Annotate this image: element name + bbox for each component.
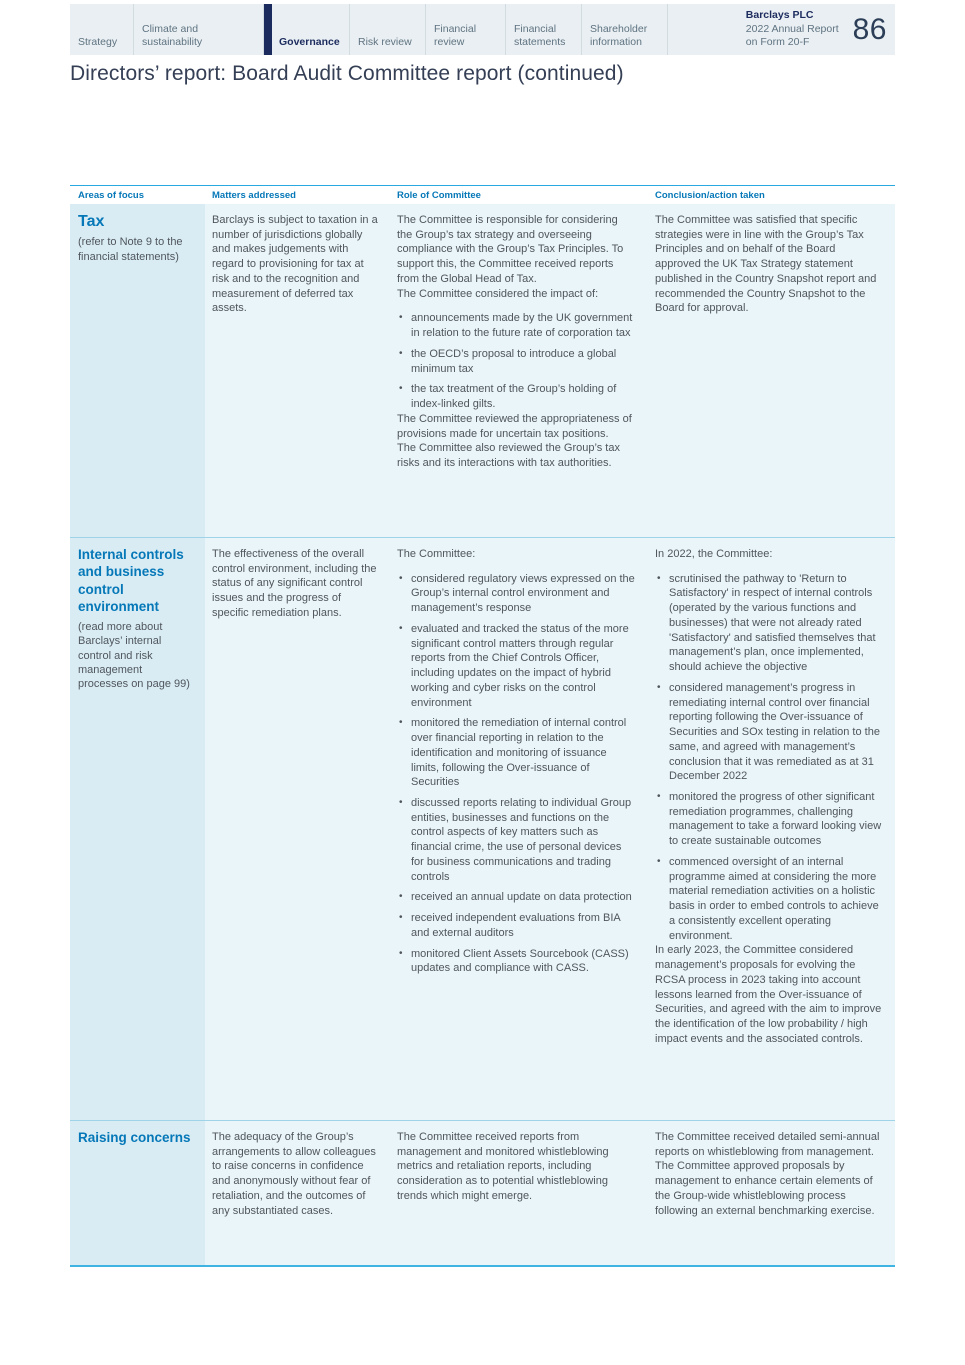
- page-title: Directors’ report: Board Audit Committee report (continued): [70, 62, 624, 85]
- nav-tab-shareholder-information[interactable]: [582, 4, 668, 55]
- active-tab-indicator: [264, 4, 272, 55]
- nav-tab-label: Financial statements: [514, 22, 566, 48]
- bullet-text: considered regulatory views expressed on the Group’s internal control environment and management’s response: [411, 572, 635, 615]
- bullet-marker: •: [399, 312, 403, 324]
- nav-tab-financial-review[interactable]: [426, 4, 506, 55]
- matters-cell: [205, 1121, 390, 1265]
- table-header-row: [70, 185, 895, 204]
- paragraph: The Committee received reports from management and monitored whistleblowing metrics and retaliation reports, including consideration as to potential whistleblowing trends which might emerge.: [397, 1131, 609, 1202]
- column-header-role-of-committee: Role of Committee: [397, 190, 481, 201]
- bullet-text: discussed reports relating to individual Group entities, businesses and functions on the control aspects of key matters such as financial crime, the use of personal devices for business communications and trading controls: [411, 797, 632, 883]
- brand-line-report: 2022 Annual Report: [745, 22, 839, 35]
- conclusion-cell: [648, 1121, 895, 1265]
- bullet-text: monitored Client Assets Sourcebook (CASS) updates and compliance with CASS.: [411, 947, 629, 975]
- paragraph: The Committee approved proposals by management to enhance certain elements of the Group-wide whistleblowing process following an external benchmarking exercise.: [655, 1160, 875, 1217]
- bullet-text: received an annual update on data protection: [411, 891, 632, 904]
- nav-tab-risk-review[interactable]: [350, 4, 426, 55]
- bullet-item: [655, 681, 883, 784]
- paragraph: The Committee reviewed the appropriateness of provisions made for uncertain tax positions.: [397, 412, 632, 440]
- report-brand: [746, 9, 853, 51]
- paragraph: The adequacy of the Group’s arrangements to allow colleagues to raise concerns in confidence and anonymously without fear of retaliation, and the outcomes of any substantiated cases.: [212, 1131, 376, 1217]
- column-header-conclusion-action-taken: Conclusion/action taken: [655, 190, 765, 201]
- nav-tab-label: Shareholder information: [590, 22, 648, 48]
- bullet-marker: •: [399, 947, 403, 959]
- nav-tab-label: Governance: [279, 35, 340, 48]
- nav-tab-financial-statements[interactable]: [506, 4, 582, 55]
- nav-tab-climate-and-sustainability[interactable]: [134, 4, 264, 55]
- paragraph: The Committee was satisfied that specific strategies were in line with the Group’s Tax Principles and on behalf of the Board approved the UK Tax Strategy statement published in the Country Snapshot report and recommended the Country Snapshot to the Board for approval.: [655, 214, 877, 315]
- bullet-item: [397, 311, 636, 340]
- top-navigation: [70, 4, 895, 55]
- nav-tab-label: Financial review: [434, 22, 477, 48]
- nav-tab-label: Strategy: [78, 35, 118, 48]
- paragraph: In 2022, the Committee:: [655, 548, 773, 560]
- nav-tab-strategy[interactable]: [70, 4, 134, 55]
- bullet-item: [397, 890, 636, 905]
- bullet-marker: •: [399, 717, 403, 729]
- nav-tab-label: Risk review: [358, 35, 412, 48]
- paragraph: The Committee considered the impact of:: [397, 287, 599, 300]
- bullet-item: [397, 796, 636, 884]
- matters-cell: [205, 538, 390, 1120]
- paragraph: The effectiveness of the overall control environment, including the status of any significant control issues and the progress of specific remediation plans.: [212, 548, 377, 619]
- conclusion-cell: [648, 538, 895, 1120]
- nav-tab-label: Climate and sustainability: [142, 22, 203, 48]
- role-cell: [390, 204, 648, 537]
- area-title: Tax: [78, 213, 105, 230]
- bullet-item: [397, 947, 636, 976]
- bullet-item: [397, 382, 636, 411]
- table-row-internal-controls-and-business-control-environment: [70, 538, 895, 1121]
- area-cell: [70, 204, 205, 537]
- column-header-areas-of-focus: Areas of focus: [78, 190, 144, 201]
- brand-line-company: Barclays PLC: [745, 8, 814, 21]
- conclusion-cell: [648, 204, 895, 537]
- paragraph: The Committee is responsible for considering the Group’s tax strategy and overseeing compliance with the Group’s Tax Principles. To support this, the Committee received reports from the Global Head of Tax.: [397, 214, 624, 285]
- bullet-marker: •: [657, 681, 661, 693]
- matters-cell: [205, 204, 390, 537]
- bullet-marker: •: [399, 622, 403, 634]
- bullet-item: [655, 572, 883, 675]
- area-title: Internal controls and business control environment: [78, 547, 184, 614]
- bullet-item: [397, 347, 636, 376]
- bullet-marker: •: [657, 855, 661, 867]
- table-row-tax: [70, 204, 895, 538]
- paragraph: The Committee also reviewed the Group’s tax risks and its interactions with tax authorities.: [397, 442, 620, 470]
- bullet-item: [397, 911, 636, 940]
- bullet-text: the tax treatment of the Group’s holding of index-linked gilts.: [411, 383, 617, 411]
- table-row-raising-concerns: [70, 1121, 895, 1267]
- bullet-marker: •: [399, 572, 403, 584]
- section-tabs: [70, 4, 668, 55]
- bullet-text: scrutinised the pathway to 'Return to Satisfactory' in respect of internal controls (operated by the various functions and businesses) that were not already rated 'Satisfactory' and satisfied themselves that management’s plan, once implemented, should achieve the objective: [669, 572, 876, 674]
- bullet-text: the OECD’s proposal to introduce a global minimum tax: [411, 347, 617, 375]
- area-title: Raising concerns: [78, 1130, 191, 1145]
- bullet-marker: •: [399, 797, 403, 809]
- bullet-text: monitored the remediation of internal control over financial reporting in relation to the identification and monitoring of issuance limits, following the Over-issuance of Securities: [411, 717, 627, 789]
- role-cell: [390, 1121, 648, 1265]
- bullet-marker: •: [657, 791, 661, 803]
- bullet-marker: •: [399, 347, 403, 359]
- bullet-text: received independent evaluations from BIA and external auditors: [411, 912, 621, 939]
- bullet-marker: •: [399, 912, 403, 924]
- bullet-marker: •: [399, 383, 403, 395]
- page-number: 86: [852, 12, 887, 46]
- bullet-text: evaluated and tracked the status of the more significant control matters through regular reports from the Chief Controls Officer, including updates on the impact of hybrid working and cyber risks on the control environment: [411, 622, 629, 709]
- area-cell: [70, 538, 205, 1120]
- committee-table: [70, 185, 895, 1267]
- bullet-text: monitored the progress of other significant remediation programmes, challenging management to take a forward looking view to create sustainable outcomes: [669, 791, 882, 848]
- paragraph: The Committee received detailed semi-annual reports on whistleblowing from management.: [655, 1131, 880, 1158]
- paragraph: In early 2023, the Committee considered management’s proposals for evolving the RCSA process in 2023 taking into account lessons learned from the Over-issuance of Securities, and agreed with the aim to improve the identification of the low probability / high impact events and the associated controls.: [655, 944, 882, 1045]
- bullet-marker: •: [399, 891, 403, 903]
- area-cell: [70, 1121, 205, 1265]
- role-cell: [390, 538, 648, 1120]
- brand-line-form: on Form 20-F: [745, 36, 810, 49]
- bullet-item: [397, 622, 636, 710]
- nav-spacer: [668, 4, 746, 55]
- bullet-item: [397, 716, 636, 790]
- nav-tab-governance[interactable]: [264, 4, 350, 55]
- bullet-item: [397, 572, 636, 616]
- area-note: (refer to Note 9 to the financial statements): [78, 236, 183, 263]
- paragraph: The Committee:: [397, 548, 476, 560]
- bullet-marker: •: [657, 572, 661, 584]
- area-note: (read more about Barclays’ internal control and risk management processes on page 99): [78, 621, 190, 691]
- paragraph: Barclays is subject to taxation in a number of jurisdictions globally and makes judgements with regard to provisioning for tax at risk and to the recognition and measurement of deferred tax assets.: [212, 214, 378, 315]
- bullet-item: [655, 855, 883, 943]
- table-body: [70, 204, 895, 1267]
- bullet-text: announcements made by the UK government in relation to the future rate of corporation tax: [411, 312, 633, 340]
- bullet-item: [655, 790, 883, 849]
- column-header-matters-addressed: Matters addressed: [212, 190, 296, 201]
- bullet-text: commenced oversight of an internal programme aimed at considering the more material remediation activities on a holistic basis in order to embed controls to achieve a consistently excellent operating environment.: [669, 855, 879, 942]
- bullet-text: considered management’s progress in remediating internal control over financial reporting following the Over-issuance of Securities and SOx testing in relation to the same, and agreed with management’s conclusion that it was remediated as at 31 December 2022: [669, 681, 880, 783]
